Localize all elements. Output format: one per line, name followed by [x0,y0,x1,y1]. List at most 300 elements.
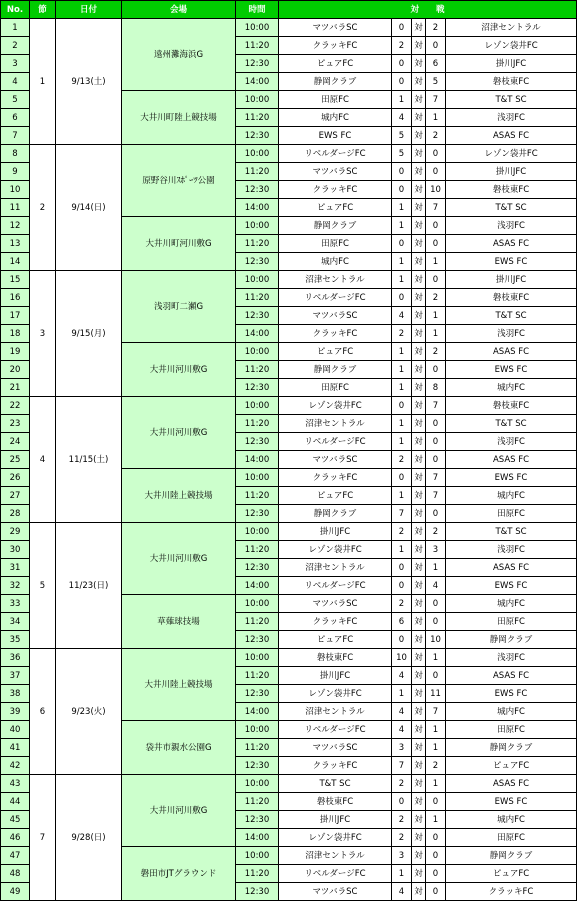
home-team: ピュアFC [279,631,392,649]
home-score: 0 [392,19,412,37]
home-score: 0 [392,469,412,487]
away-team: 沼津セントラル [446,19,577,37]
away-score: 4 [426,577,446,595]
match-row [1,145,577,163]
away-team: EWS FC [446,361,577,379]
away-score: 1 [426,109,446,127]
away-team: ASAS FC [446,451,577,469]
venue-name: 浅羽町二瀬G [122,271,236,343]
match-no: 19 [1,343,30,361]
match-no: 24 [1,433,30,451]
kickoff-time: 10:00 [236,91,279,109]
away-score: 0 [426,847,446,865]
home-team: クラッキFC [279,181,392,199]
kickoff-time: 10:00 [236,595,279,613]
away-team: 田原FC [446,613,577,631]
match-no: 36 [1,649,30,667]
vs-label: 対 [412,361,426,379]
vs-label: 対 [412,451,426,469]
kickoff-time: 14:00 [236,577,279,595]
kickoff-time: 12:30 [236,181,279,199]
home-score: 3 [392,739,412,757]
vs-label: 対 [412,343,426,361]
kickoff-time: 11:20 [236,289,279,307]
away-team: 掛川JFC [446,271,577,289]
away-team: 浅羽FC [446,217,577,235]
kickoff-time: 14:00 [236,325,279,343]
match-no: 45 [1,811,30,829]
match-no: 12 [1,217,30,235]
away-score: 0 [426,37,446,55]
away-score: 7 [426,487,446,505]
away-score: 7 [426,703,446,721]
vs-label: 対 [412,379,426,397]
kickoff-time: 11:20 [236,487,279,505]
vs-label: 対 [412,199,426,217]
match-no: 39 [1,703,30,721]
round-number: 7 [30,775,56,901]
away-team: 城内FC [446,703,577,721]
away-team: ASAS FC [446,667,577,685]
home-score: 0 [392,631,412,649]
home-score: 0 [392,181,412,199]
away-score: 0 [426,667,446,685]
match-no: 48 [1,865,30,883]
vs-label: 対 [412,127,426,145]
home-score: 1 [392,379,412,397]
kickoff-time: 11:20 [236,793,279,811]
venue-name: 原野谷川ｽﾎﾟｰﾂ公園 [122,145,236,217]
kickoff-time: 11:20 [236,541,279,559]
home-score: 4 [392,883,412,901]
away-score: 1 [426,721,446,739]
vs-label: 対 [412,91,426,109]
away-team: 浅羽FC [446,109,577,127]
vs-label: 対 [412,613,426,631]
vs-label: 対 [412,793,426,811]
vs-label: 対 [412,289,426,307]
vs-label: 対 [412,415,426,433]
match-no: 15 [1,271,30,289]
match-no: 21 [1,379,30,397]
match-row [1,649,577,667]
home-team: ピュアFC [279,199,392,217]
match-no: 13 [1,235,30,253]
away-score: 1 [426,325,446,343]
away-team: 城内FC [446,487,577,505]
venue-name: 大井川町陸上競技場 [122,91,236,145]
match-no: 11 [1,199,30,217]
vs-label: 対 [412,595,426,613]
away-score: 2 [426,127,446,145]
kickoff-time: 10:00 [236,649,279,667]
away-team: レゾン袋井FC [446,145,577,163]
home-team: 静岡クラブ [279,505,392,523]
home-team: 沼津セントラル [279,703,392,721]
match-no: 17 [1,307,30,325]
match-no: 42 [1,757,30,775]
venue-name: 大井川陸上競技場 [122,649,236,721]
home-team: 磐枝東FC [279,649,392,667]
header-no: No. [1,1,30,19]
match-no: 26 [1,469,30,487]
away-score: 1 [426,811,446,829]
kickoff-time: 12:30 [236,55,279,73]
home-score: 0 [392,289,412,307]
header-venue: 会場 [122,1,236,19]
away-score: 1 [426,649,446,667]
kickoff-time: 14:00 [236,451,279,469]
home-score: 1 [392,217,412,235]
match-date: 9/23(火) [56,649,122,775]
away-score: 11 [426,685,446,703]
home-score: 4 [392,307,412,325]
away-team: ASAS FC [446,775,577,793]
venue-name: 袋井市親水公園G [122,721,236,775]
match-no: 14 [1,253,30,271]
vs-label: 対 [412,847,426,865]
round-number: 5 [30,523,56,649]
match-date: 9/13(土) [56,19,122,145]
away-score: 2 [426,19,446,37]
home-team: マツバラSC [279,451,392,469]
away-team: ピュアFC [446,757,577,775]
home-score: 0 [392,235,412,253]
round-number: 4 [30,397,56,523]
away-team: ASAS FC [446,235,577,253]
home-team: マツバラSC [279,163,392,181]
vs-label: 対 [412,253,426,271]
kickoff-time: 12:30 [236,505,279,523]
home-score: 0 [392,577,412,595]
away-score: 2 [426,343,446,361]
match-no: 40 [1,721,30,739]
home-team: クラッキFC [279,613,392,631]
kickoff-time: 10:00 [236,397,279,415]
kickoff-time: 10:00 [236,469,279,487]
vs-label: 対 [412,523,426,541]
match-no: 30 [1,541,30,559]
home-team: 沼津セントラル [279,271,392,289]
away-team: T&T SC [446,91,577,109]
home-score: 1 [392,343,412,361]
away-score: 0 [426,595,446,613]
away-team: EWS FC [446,793,577,811]
away-team: T&T SC [446,415,577,433]
home-score: 0 [392,163,412,181]
away-score: 0 [426,505,446,523]
away-team: 田原FC [446,505,577,523]
away-team: 掛川JFC [446,163,577,181]
vs-label: 対 [412,55,426,73]
match-date: 9/15(月) [56,271,122,397]
away-team: 浅羽FC [446,541,577,559]
kickoff-time: 12:30 [236,883,279,901]
away-score: 10 [426,631,446,649]
home-score: 3 [392,847,412,865]
away-team: 磐枝東FC [446,397,577,415]
away-team: クラッキFC [446,883,577,901]
header-match: 対 戦 [279,1,577,19]
kickoff-time: 14:00 [236,199,279,217]
home-team: 磐枝東FC [279,793,392,811]
home-team: 城内FC [279,253,392,271]
kickoff-time: 11:20 [236,109,279,127]
away-team: 磐枝東FC [446,73,577,91]
home-score: 2 [392,829,412,847]
vs-label: 対 [412,469,426,487]
vs-label: 対 [412,397,426,415]
match-no: 29 [1,523,30,541]
home-score: 1 [392,487,412,505]
header-round: 節 [30,1,56,19]
home-score: 1 [392,271,412,289]
match-no: 37 [1,667,30,685]
venue-name: 大井川河川敷G [122,343,236,397]
away-team: ASAS FC [446,559,577,577]
kickoff-time: 11:20 [236,667,279,685]
home-score: 4 [392,703,412,721]
home-score: 1 [392,685,412,703]
away-score: 0 [426,451,446,469]
kickoff-time: 14:00 [236,829,279,847]
match-no: 44 [1,793,30,811]
home-score: 5 [392,127,412,145]
vs-label: 対 [412,703,426,721]
home-score: 10 [392,649,412,667]
kickoff-time: 12:30 [236,811,279,829]
home-score: 2 [392,325,412,343]
match-no: 35 [1,631,30,649]
home-score: 2 [392,451,412,469]
home-team: マツバラSC [279,595,392,613]
home-team: 城内FC [279,109,392,127]
match-date: 9/28(日) [56,775,122,901]
away-score: 1 [426,307,446,325]
match-no: 25 [1,451,30,469]
home-team: 沼津セントラル [279,847,392,865]
home-team: T&T SC [279,775,392,793]
header-time: 時間 [236,1,279,19]
vs-label: 対 [412,505,426,523]
kickoff-time: 11:20 [236,235,279,253]
match-no: 31 [1,559,30,577]
home-team: 静岡クラブ [279,73,392,91]
home-team: 静岡クラブ [279,217,392,235]
away-score: 0 [426,415,446,433]
kickoff-time: 12:30 [236,307,279,325]
home-team: クラッキFC [279,325,392,343]
away-team: 浅羽FC [446,649,577,667]
match-no: 27 [1,487,30,505]
away-team: EWS FC [446,253,577,271]
home-team: リベルダージFC [279,865,392,883]
kickoff-time: 11:20 [236,739,279,757]
home-team: 沼津セントラル [279,415,392,433]
home-team: クラッキFC [279,469,392,487]
home-team: リベルダージFC [279,577,392,595]
kickoff-time: 10:00 [236,217,279,235]
home-score: 1 [392,199,412,217]
home-team: 掛川JFC [279,523,392,541]
venue-name: 遠州灘海浜G [122,19,236,91]
kickoff-time: 10:00 [236,721,279,739]
venue-name: 大井川河川敷G [122,775,236,847]
vs-label: 対 [412,235,426,253]
away-score: 0 [426,433,446,451]
round-number: 6 [30,649,56,775]
match-no: 47 [1,847,30,865]
home-score: 0 [392,73,412,91]
home-score: 2 [392,811,412,829]
match-date: 9/14(日) [56,145,122,271]
home-score: 1 [392,433,412,451]
away-score: 0 [426,883,446,901]
match-row [1,523,577,541]
match-no: 1 [1,19,30,37]
match-no: 32 [1,577,30,595]
home-team: 掛川JFC [279,667,392,685]
match-no: 2 [1,37,30,55]
kickoff-time: 11:20 [236,37,279,55]
match-no: 3 [1,55,30,73]
vs-label: 対 [412,19,426,37]
match-no: 6 [1,109,30,127]
away-score: 7 [426,199,446,217]
home-score: 1 [392,865,412,883]
kickoff-time: 11:20 [236,865,279,883]
match-date: 11/15(土) [56,397,122,523]
venue-name: 磐田市JTグラウンド [122,847,236,901]
home-team: 掛川JFC [279,811,392,829]
kickoff-time: 12:30 [236,757,279,775]
kickoff-time: 11:20 [236,361,279,379]
vs-label: 対 [412,145,426,163]
home-score: 2 [392,595,412,613]
match-row [1,271,577,289]
away-team: 掛川JFC [446,55,577,73]
match-no: 43 [1,775,30,793]
vs-label: 対 [412,649,426,667]
match-row [1,19,577,37]
vs-label: 対 [412,721,426,739]
venue-name: 大井川陸上競技場 [122,469,236,523]
home-team: ピュアFC [279,55,392,73]
vs-label: 対 [412,667,426,685]
vs-label: 対 [412,181,426,199]
away-team: EWS FC [446,577,577,595]
kickoff-time: 10:00 [236,271,279,289]
kickoff-time: 14:00 [236,703,279,721]
home-team: マツバラSC [279,19,392,37]
vs-label: 対 [412,307,426,325]
kickoff-time: 12:30 [236,433,279,451]
away-score: 2 [426,757,446,775]
match-no: 41 [1,739,30,757]
away-team: T&T SC [446,199,577,217]
round-number: 3 [30,271,56,397]
match-no: 49 [1,883,30,901]
match-no: 23 [1,415,30,433]
away-score: 7 [426,469,446,487]
kickoff-time: 10:00 [236,523,279,541]
home-score: 0 [392,559,412,577]
vs-label: 対 [412,433,426,451]
venue-name: 大井川河川敷G [122,523,236,595]
away-team: EWS FC [446,469,577,487]
home-team: レゾン袋井FC [279,397,392,415]
schedule-body [1,19,577,901]
match-no: 9 [1,163,30,181]
away-team: 磐枝東FC [446,181,577,199]
home-team: レゾン袋井FC [279,685,392,703]
away-score: 7 [426,91,446,109]
away-score: 8 [426,379,446,397]
home-team: リベルダージFC [279,289,392,307]
home-score: 0 [392,397,412,415]
home-team: リベルダージFC [279,721,392,739]
away-team: T&T SC [446,523,577,541]
away-score: 0 [426,829,446,847]
match-no: 33 [1,595,30,613]
home-score: 5 [392,145,412,163]
home-team: レゾン袋井FC [279,541,392,559]
kickoff-time: 12:30 [236,685,279,703]
vs-label: 対 [412,631,426,649]
away-team: 静岡クラブ [446,847,577,865]
away-score: 0 [426,145,446,163]
away-team: ピュアFC [446,865,577,883]
kickoff-time: 11:20 [236,415,279,433]
away-score: 1 [426,559,446,577]
home-team: マツバラSC [279,307,392,325]
away-team: 城内FC [446,595,577,613]
away-score: 7 [426,397,446,415]
kickoff-time: 10:00 [236,145,279,163]
home-team: マツバラSC [279,739,392,757]
away-team: 田原FC [446,829,577,847]
away-score: 0 [426,793,446,811]
away-team: T&T SC [446,307,577,325]
away-score: 0 [426,613,446,631]
away-score: 6 [426,55,446,73]
header-row [1,1,577,19]
kickoff-time: 12:30 [236,379,279,397]
away-team: レゾン袋井FC [446,37,577,55]
match-date: 11/23(日) [56,523,122,649]
home-score: 1 [392,361,412,379]
vs-label: 対 [412,577,426,595]
home-team: マツバラSC [279,883,392,901]
home-score: 0 [392,55,412,73]
match-row [1,397,577,415]
match-no: 7 [1,127,30,145]
vs-label: 対 [412,685,426,703]
home-team: 静岡クラブ [279,361,392,379]
vs-label: 対 [412,541,426,559]
home-score: 4 [392,721,412,739]
match-no: 46 [1,829,30,847]
home-score: 1 [392,541,412,559]
match-no: 8 [1,145,30,163]
vs-label: 対 [412,829,426,847]
round-number: 2 [30,145,56,271]
home-team: 田原FC [279,91,392,109]
vs-label: 対 [412,217,426,235]
kickoff-time: 10:00 [236,343,279,361]
away-score: 0 [426,217,446,235]
away-team: 城内FC [446,379,577,397]
